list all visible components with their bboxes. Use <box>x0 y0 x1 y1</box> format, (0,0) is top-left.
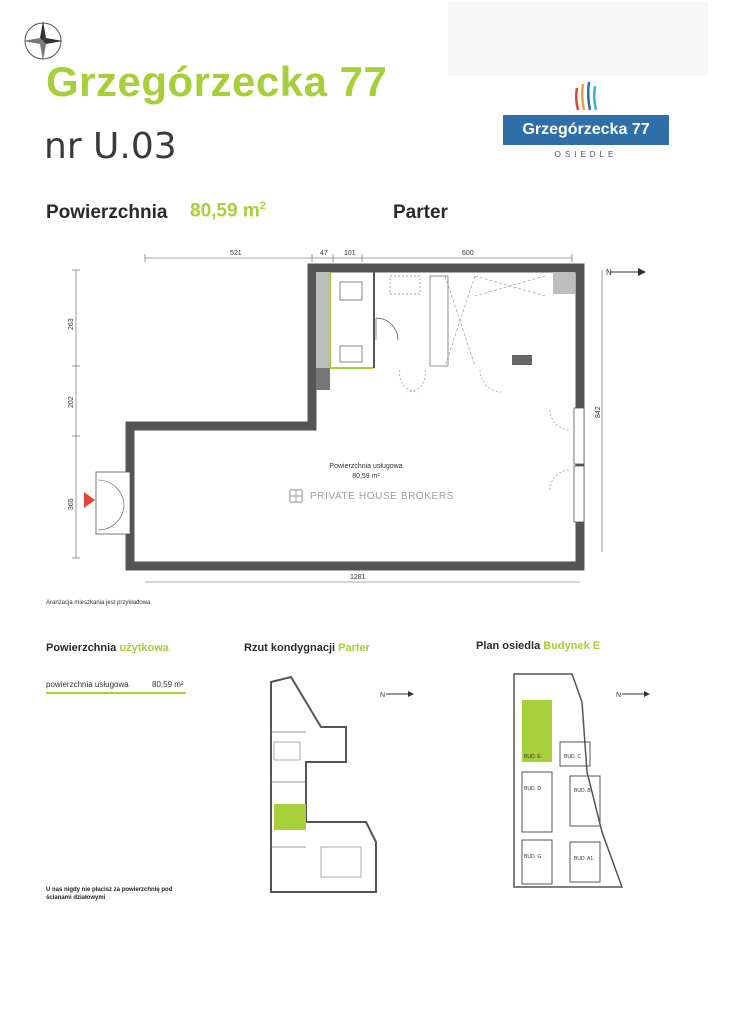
footer-note: U nas nigdy nie płacisz za powierzchnię pod ścianami działowymi <box>46 887 173 901</box>
entrance-marker-icon <box>84 492 95 508</box>
building-g-label: BUD. G <box>524 854 542 860</box>
floor-label: Parter <box>393 202 448 223</box>
dim-top-3: 101 <box>344 250 356 257</box>
north-arrow-icon <box>606 268 646 277</box>
floor-plan-heading: Rzut kondygnacji Parter <box>244 642 370 654</box>
arrangement-note: Aranżacja mieszkania jest przykładowa <box>46 600 151 606</box>
building-d-label: BUD. D <box>524 786 541 792</box>
building-b-label: BUD. B <box>574 788 591 794</box>
dim-left-2: 202 <box>68 396 75 408</box>
brand-logo-name: Grzegórzecka 77 <box>503 115 669 145</box>
building-a1-label: BUD. A1 <box>574 856 594 862</box>
dim-right: 842 <box>595 406 602 418</box>
usable-heading: Powierzchnia użytkowa <box>46 642 169 654</box>
floor-plan-drawing <box>40 240 660 600</box>
svg-text:N: N <box>616 692 622 699</box>
site-plan-north-icon <box>616 691 650 699</box>
header-blank-area <box>448 2 708 76</box>
brand-logo-icon <box>573 78 603 112</box>
floor-key-plan <box>266 672 426 902</box>
estate-site-plan <box>512 672 662 902</box>
room-label: Powierzchnia usługowa <box>329 463 403 470</box>
estate-plan-heading: Plan osiedla Budynek E <box>476 640 601 652</box>
dim-left-1: 263 <box>68 318 75 330</box>
svg-text:N: N <box>380 692 386 699</box>
area-value: 80,59 $m^2$ <box>190 200 266 222</box>
key-plan-north-icon <box>380 691 414 699</box>
svg-text:N: N <box>606 268 612 277</box>
room-area: 80,59 m² <box>352 473 380 480</box>
dim-top-4: 600 <box>462 250 474 257</box>
unit-number: nr U.03 <box>44 126 177 167</box>
brand-logo-subtitle: OSIEDLE <box>554 150 618 159</box>
dim-bottom: 1281 <box>350 574 366 581</box>
dim-left-3: 365 <box>68 498 75 510</box>
watermark-text: PRIVATE HOUSE BROKERS <box>310 491 454 502</box>
dim-top-2: 47 <box>320 250 328 257</box>
watermark-logo-icon <box>289 489 303 503</box>
usable-row: powierzchnia usługowa 80,59 m² <box>46 680 186 694</box>
dim-top-1: 521 <box>230 250 242 257</box>
building-e-label: BUD. E <box>524 754 541 760</box>
area-label: Powierzchnia <box>46 202 168 223</box>
building-c-label: BUD. C <box>564 754 581 760</box>
page-title: Grzegórzecka 77 <box>46 58 388 105</box>
